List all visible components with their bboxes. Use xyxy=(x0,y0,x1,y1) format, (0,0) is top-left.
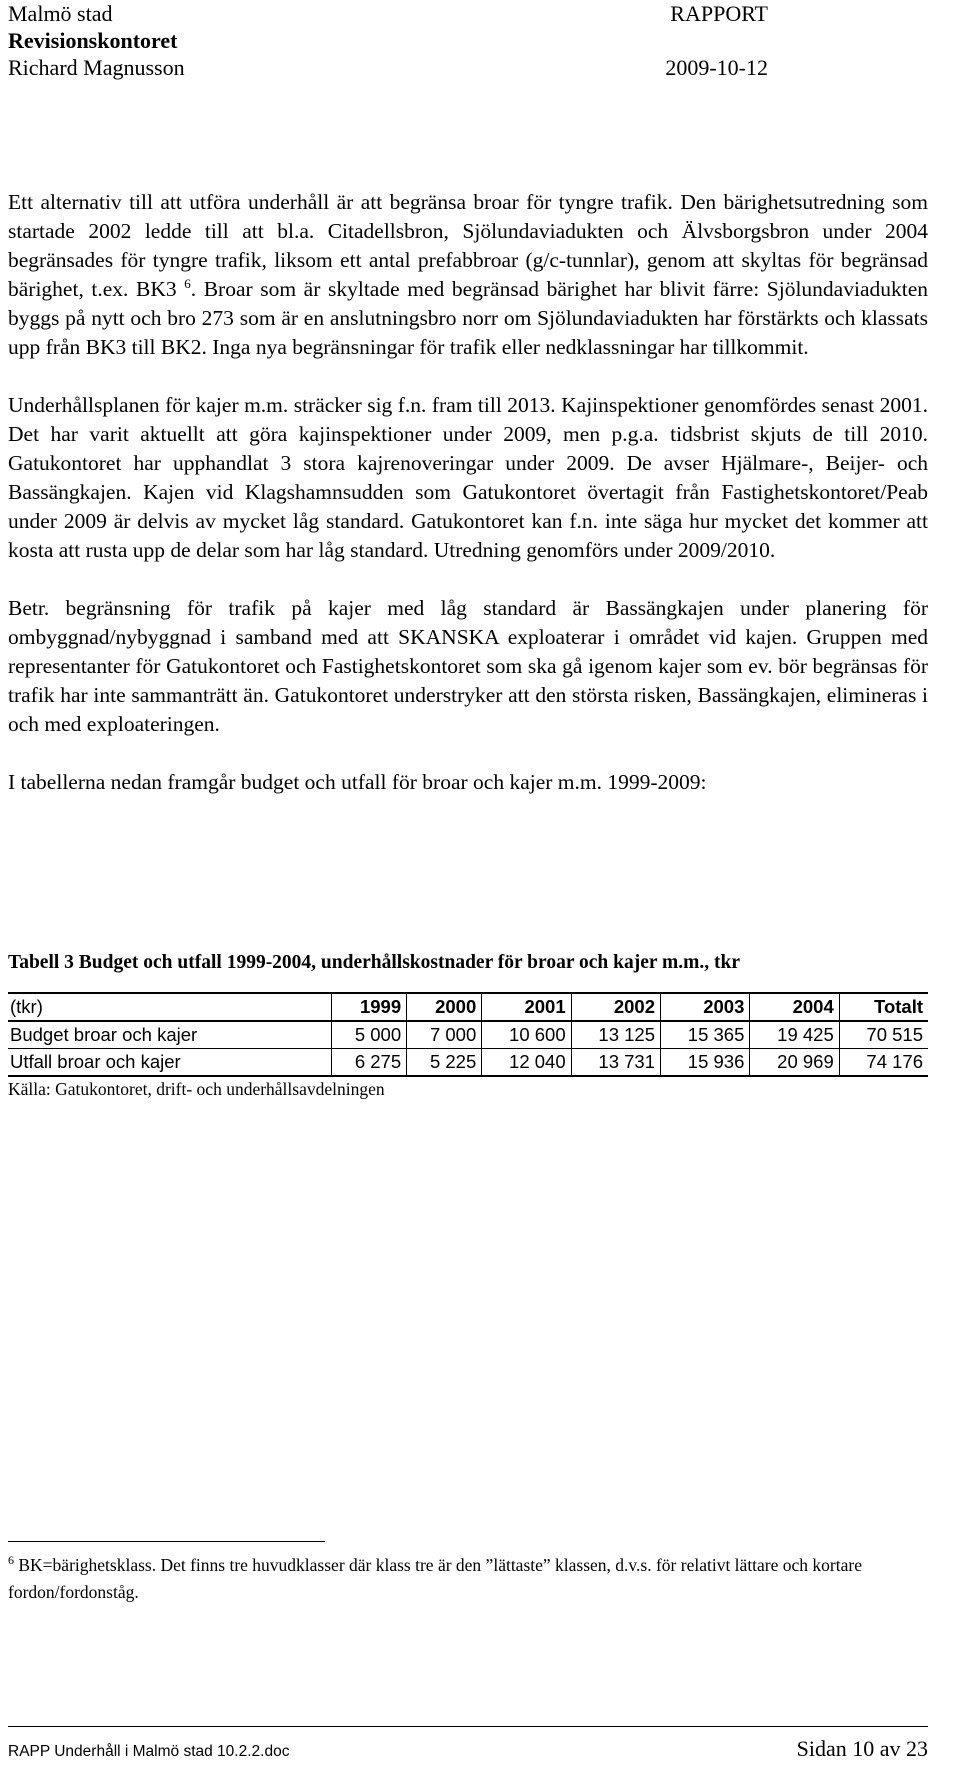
table-cell: 19 425 xyxy=(750,1021,839,1049)
footnote-text: BK=bärighetsklass. Det finns tre huvudklasser där klass tre är den ”lättaste” klassen, d.v.s. för relativt lättare och kortare fordon/fordonståg. xyxy=(8,1555,862,1602)
paragraph-quay-restrictions: Betr. begränsning för trafik på kajer med låg standard är Bassängkajen under planering för ombyggnad/nybyggnad i samband med att SKANSKA exploaterar i området vid kajen. Gruppen med representanter för Gatukontoret och Fastighetskontoret som ska gå igenom kajer som ev. bör begränsas för trafik har inte sammanträtt än. Gatukontoret understryker att den största risken, Bassängkajen, elimineras i och med exploateringen. xyxy=(8,596,928,736)
table-cell: Utfall broar och kajer xyxy=(8,1049,332,1077)
header-date: 2009-10-12 xyxy=(665,55,768,80)
page-header xyxy=(8,0,768,81)
table-cell: Budget broar och kajer xyxy=(8,1021,332,1049)
table-source: Källa: Gatukontoret, drift- och underhållsavdelningen xyxy=(8,1079,385,1099)
table-header-row xyxy=(8,993,928,1021)
paragraph-table-intro: I tabellerna nedan framgår budget och utfall för broar och kajer m.m. 1999-2009: xyxy=(8,770,707,794)
paragraph-quay-maintenance: Underhållsplanen för kajer m.m. sträcker sig f.n. fram till 2013. Kajinspektioner genomfördes senast 2001. Det har varit aktuellt att göra kajinspektioner under 2009, men p.g.a. tidsbrist skjuts de till 2010. Gatukontoret har upphandlat 3 stora kajrenoveringar under 2009. De avser Hjälmare-, Beijer- och Bassängkajen. Kajen vid Klagshamnsudden som Gatukontoret övertagit från Fastighetskontoret/Peab under 2009 är delvis av mycket låg standard. Gatukontoret kan f.n. inte säga hur mycket det kommer att kosta att rusta upp de delar som har låg standard. Utredning genomförs under 2009/2010. xyxy=(8,393,928,562)
footer-page-number: Sidan 10 av 23 xyxy=(796,1736,928,1761)
table-cell: 74 176 xyxy=(839,1049,928,1077)
table-cell: 5 225 xyxy=(407,1049,482,1077)
table-header-cell: 2001 xyxy=(482,993,571,1021)
table-header-cell: 2003 xyxy=(661,993,750,1021)
table-row xyxy=(8,1049,928,1077)
table-header-cell: 2002 xyxy=(571,993,660,1021)
body-text xyxy=(8,188,928,797)
table-cell: 13 125 xyxy=(571,1021,660,1049)
table-cell: 70 515 xyxy=(839,1021,928,1049)
table-caption: Tabell 3 Budget och utfall 1999-2004, underhållskostnader för broar och kajer m.m., tkr xyxy=(8,952,741,973)
footer-divider xyxy=(8,1726,928,1727)
table-header-cell: 1999 xyxy=(332,993,407,1021)
table-header-cell: 2000 xyxy=(407,993,482,1021)
header-org: Malmö stad xyxy=(8,1,113,26)
header-department: Revisionskontoret xyxy=(8,28,178,53)
page-footer xyxy=(8,1736,928,1762)
table-cell: 10 600 xyxy=(482,1021,571,1049)
table-header-cell: (tkr) xyxy=(8,993,332,1021)
header-doc-type: RAPPORT xyxy=(670,1,768,26)
table-cell: 7 000 xyxy=(407,1021,482,1049)
table-cell: 15 936 xyxy=(661,1049,750,1077)
paragraph-bridge-restrictions xyxy=(8,188,928,362)
header-author: Richard Magnusson xyxy=(8,55,185,80)
budget-table xyxy=(8,992,928,1077)
footnote-ref[interactable]: 6 xyxy=(184,275,191,291)
table-header-cell: 2004 xyxy=(750,993,839,1021)
table-cell: 13 731 xyxy=(571,1049,660,1077)
footnote-number: 6 xyxy=(8,1553,14,1568)
footnote-divider xyxy=(8,1541,325,1542)
table-cell: 6 275 xyxy=(332,1049,407,1077)
footer-filename: RAPP Underhåll i Malmö stad 10.2.2.doc xyxy=(8,1743,290,1760)
table-row xyxy=(8,1021,928,1049)
table-cell: 5 000 xyxy=(332,1021,407,1049)
footnote xyxy=(8,1552,928,1606)
table-header-cell: Totalt xyxy=(839,993,928,1021)
paragraph-text: . Broar som är skyltade med begränsad bärighet har blivit färre: Sjölundaviadukten byggs på nytt och bro 273 som är en anslutningsbro norr om Sjölundaviadukten har förstärkts och klassats upp från BK3 till BK2. Inga nya begränsningar för trafik eller nedklassningar har tillkommit. xyxy=(8,277,928,359)
paragraph-text: Ett alternativ till att utföra underhåll är att begränsa broar för tyngre trafik. Den bärighetsutredning som startade 2002 ledde till att bl.a. Citadellsbron, Sjölundaviadukten och Älvsborgsbron under 2004 begränsades för tyngre trafik, liksom ett antal prefabbroar (g/c-tunnlar), genom att skyltas för begränsad bärighet, t.ex. BK3 xyxy=(8,190,928,301)
table-cell: 15 365 xyxy=(661,1021,750,1049)
table-cell: 20 969 xyxy=(750,1049,839,1077)
table-cell: 12 040 xyxy=(482,1049,571,1077)
